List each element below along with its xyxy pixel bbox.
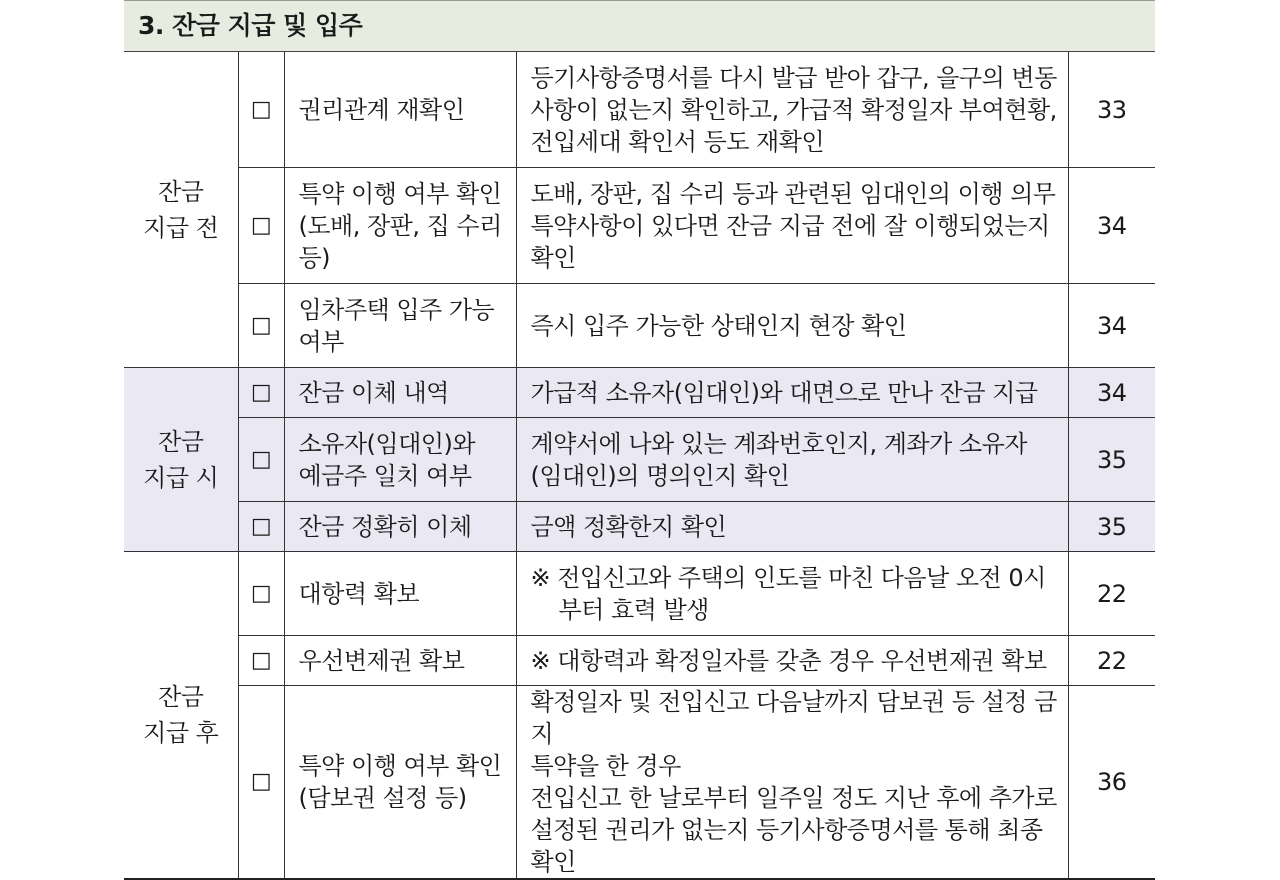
checklist-table bbox=[124, 0, 1155, 880]
page-number: 36 bbox=[1068, 686, 1155, 880]
section-title: 3. 잔금 지급 및 입주 bbox=[124, 1, 1155, 52]
phase-label-during: 잔금 지급 시 bbox=[124, 368, 238, 552]
checklist-section bbox=[124, 0, 1155, 880]
item-description: 금액 정확한지 확인 bbox=[516, 502, 1068, 552]
page-number: 22 bbox=[1068, 636, 1155, 686]
item-description: 계약서에 나와 있는 계좌번호인지, 계좌가 소유자 (임대인)의 명의인지 확인 bbox=[516, 418, 1068, 502]
checkbox[interactable]: □ bbox=[238, 686, 284, 880]
item-balance-transfer: 잔금 이체 내역 bbox=[284, 368, 516, 418]
checkbox[interactable]: □ bbox=[238, 52, 284, 168]
item-opposing-power: 대항력 확보 bbox=[284, 552, 516, 636]
phase-label-after: 잔금 지급 후 bbox=[124, 552, 238, 880]
phase-label-before: 잔금 지급 전 bbox=[124, 52, 238, 368]
item-collateral-terms: 특약 이행 여부 확인 (담보권 설정 등) bbox=[284, 686, 516, 880]
item-owner-account-match: 소유자(임대인)와 예금주 일치 여부 bbox=[284, 418, 516, 502]
item-rights-recheck: 권리관계 재확인 bbox=[284, 52, 516, 168]
checkbox[interactable]: □ bbox=[238, 552, 284, 636]
page-number: 22 bbox=[1068, 552, 1155, 636]
item-exact-transfer: 잔금 정확히 이체 bbox=[284, 502, 516, 552]
item-priority-repayment: 우선변제권 확보 bbox=[284, 636, 516, 686]
checkbox[interactable]: □ bbox=[238, 418, 284, 502]
item-description: 등기사항증명서를 다시 발급 받아 갑구, 을구의 변동 사항이 없는지 확인하고, 가급적 확정일자 부여현황, 전입세대 확인서 등도 재확인 bbox=[516, 52, 1068, 168]
checkbox[interactable]: □ bbox=[238, 368, 284, 418]
checkbox[interactable]: □ bbox=[238, 636, 284, 686]
item-description: 확정일자 및 전입신고 다음날까지 담보권 등 설정 금지 특약을 한 경우 전입신고 한 날로부터 일주일 정도 지난 후에 추가로 설정된 권리가 없는지 등기사항증명서를 통해 최종 확인 bbox=[516, 686, 1068, 880]
item-special-terms-check: 특약 이행 여부 확인 (도배, 장판, 집 수리 등) bbox=[284, 168, 516, 284]
checkbox[interactable]: □ bbox=[238, 502, 284, 552]
page-number: 34 bbox=[1068, 168, 1155, 284]
item-note: ※ 전입신고와 주택의 인도를 마친 다음날 오전 0시 부터 효력 발생 bbox=[516, 552, 1068, 636]
item-move-in-availability: 임차주택 입주 가능 여부 bbox=[284, 284, 516, 368]
checkbox[interactable]: □ bbox=[238, 168, 284, 284]
page-number: 35 bbox=[1068, 418, 1155, 502]
page-number: 34 bbox=[1068, 368, 1155, 418]
item-note: ※ 대항력과 확정일자를 갖춘 경우 우선변제권 확보 bbox=[516, 636, 1068, 686]
item-description: 도배, 장판, 집 수리 등과 관련된 임대인의 이행 의무 특약사항이 있다면 잔금 지급 전에 잘 이행되었는지 확인 bbox=[516, 168, 1068, 284]
page-number: 33 bbox=[1068, 52, 1155, 168]
item-description: 가급적 소유자(임대인)와 대면으로 만나 잔금 지급 bbox=[516, 368, 1068, 418]
item-description: 즉시 입주 가능한 상태인지 현장 확인 bbox=[516, 284, 1068, 368]
page-number: 35 bbox=[1068, 502, 1155, 552]
page-number: 34 bbox=[1068, 284, 1155, 368]
checkbox[interactable]: □ bbox=[238, 284, 284, 368]
